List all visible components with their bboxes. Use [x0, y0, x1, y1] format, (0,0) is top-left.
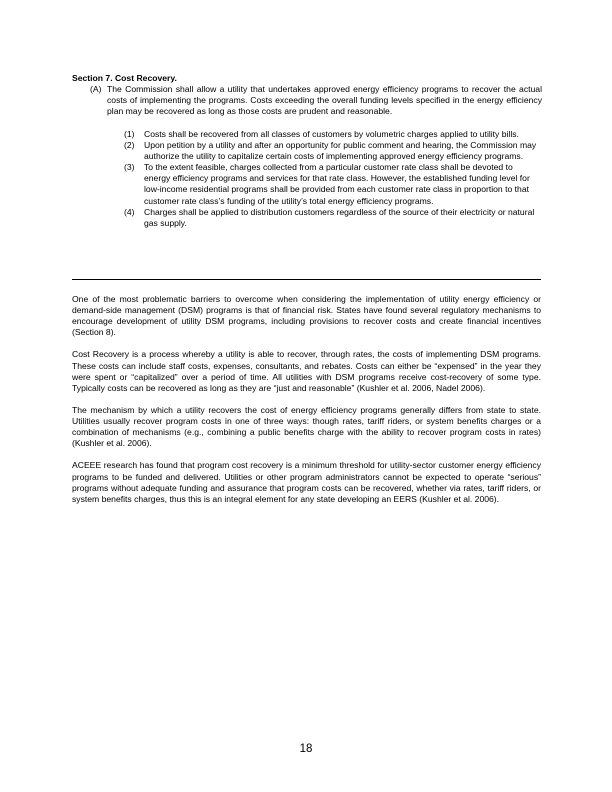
list-item: [124, 162, 542, 206]
body-paragraph: The mechanism by which a utility recovers the cost of energy efficiency programs generally differs from state to state. Utilities usually recover program costs in one of three ways: though rates, tariff riders, or system benefits charges or a combination of mechanisms (e.g., combining a public benefits charge with the ability to recover program costs in rates) (Kushler et al. 2006).: [72, 404, 541, 449]
body-paragraph: Cost Recovery is a process whereby a utility is able to recover, through rates, the costs of implementing DSM programs. These costs can include staff costs, expenses, consultants, and rebates. Costs can either be “expensed” in the year they were spent or “capitalized” over a period of time. All utilities with DSM programs receive cost-recovery of some type. Typically costs can be recovered as long as they are “just and reasonable” (Kushler et al. 2006, Nadel 2006).: [72, 349, 541, 393]
list-item: [124, 207, 542, 229]
page-number: 18: [299, 743, 313, 755]
list-item-text: Upon petition by a utility and after an opportunity for public comment and hearing, the Commission may authorize the utility to capitalize certain costs of implementing approved energy efficiency programs.: [144, 140, 537, 162]
list-item-text: Charges shall be applied to distribution customers regardless of the source of their electricity or natural gas supply.: [144, 206, 535, 228]
body-text: [72, 294, 541, 516]
list-item-number: (3): [124, 162, 135, 173]
clause-a-text: The Commission shall allow a utility that undertakes approved energy efficiency programs to recover the actual costs of implementing the programs. Costs exceeding the overall funding levels specified in the energy efficiency plan may be recovered as long as those costs are prudent and reasonable.: [107, 84, 542, 117]
list-item-text: Costs shall be recovered from all classes of customers by volumetric charges applied to utility bills.: [144, 129, 519, 139]
clause-a-label: (A): [90, 84, 102, 94]
list-item-number: (4): [124, 206, 135, 217]
list-item-number: (1): [124, 129, 135, 139]
body-paragraph: ACEEE research has found that program cost recovery is a minimum threshold for utility-sector customer energy efficiency programs to be funded and delivered. Utilities or other program administrators cannot be expected to operate “serious” programs without adequate funding and assurance that program costs can be recovered, whether via rates, tariff riders, or system benefits charges, thus this is an integral element for any state developing an EERS (Kushler et al. 2006).: [72, 460, 541, 504]
list-item: [124, 129, 542, 140]
list-item-number: (2): [124, 140, 135, 151]
horizontal-divider: [72, 279, 541, 280]
clause-a: [72, 84, 542, 117]
cost-recovery-subitems: [72, 129, 542, 229]
body-paragraph: One of the most problematic barriers to overcome when considering the implementation of utility energy efficiency or demand-side management (DSM) programs is that of financial risk. States have found several regulatory mechanisms to encourage development of utility DSM programs, including provisions to recover costs and create financial incentives (Section 8).: [72, 294, 541, 338]
list-item-text: To the extent feasible, charges collected from a particular customer rate class shall be devoted to energy efficiency programs and services for that rate class. However, the established funding level for low-income residential programs shall be provided from each customer rate class in proportion to that customer rate class’s funding of the utility’s total energy efficiency programs.: [144, 162, 530, 206]
list-item: [124, 140, 542, 162]
section-title: Section 7. Cost Recovery.: [72, 73, 177, 83]
